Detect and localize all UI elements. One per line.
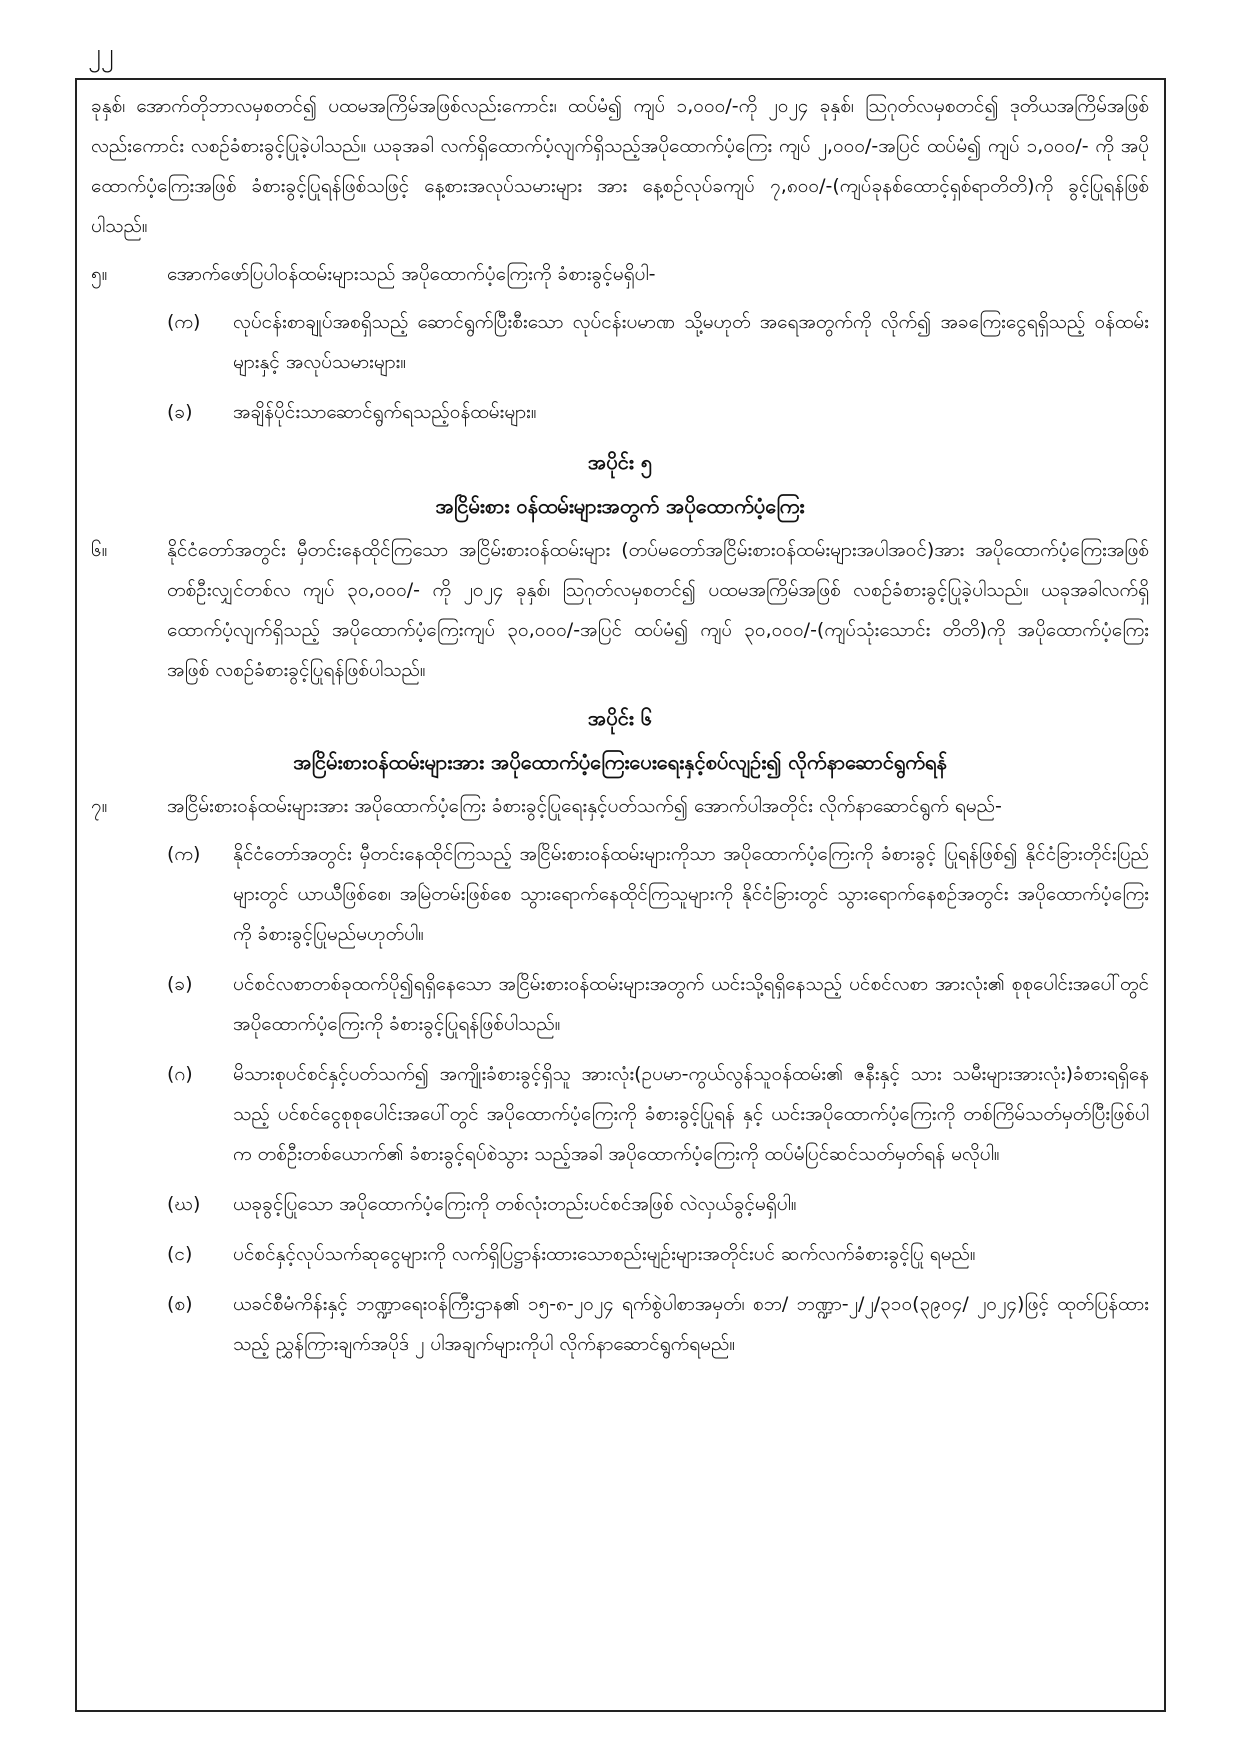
part-6-subheading: အငြိမ်းစားဝန်ထမ်းများအား အပိုထောက်ပံ့ကြေးပေးရေးနှင့်စပ်လျဉ်း၍ လိုက်နာဆောင်ရွက်ရန် [293, 750, 947, 774]
section-6-text: နိုင်ငံတော်အတွင်း မှီတင်းနေထိုင်ကြသော အငြိမ်းစားဝန်ထမ်းများ (တပ်မတော်အငြိမ်းစားဝန်ထမ်းများအပါအဝင်)အား အပိုထောက်ပံ့ကြေးအဖြစ် တစ်ဦးလျှင်တစ်လ ကျပ် ၃၀,၀၀၀/- ကို ၂၀၂၄ ခုနှစ်၊ ဩဂုတ်လမှစတင်၍ ပထမအကြိမ်အဖြစ် လစဉ်ခံစားခွင့်ပြုခဲ့ပါသည်။ ယခုအခါလက်ရှိထောက်ပံ့လျက်ရှိသည့် အပိုထောက်ပံ့ကြေးကျပ် ၃၀,၀၀၀/-အပြင် ထပ်မံ၍ ကျပ် ၃၀,၀၀၀/-(ကျပ်သုံးသောင်း တိတိ)ကို အပိုထောက်ပံ့ကြေးအဖြစ် လစဉ်ခံစားခွင့်ပြုရန်ဖြစ်ပါသည်။ [167, 539, 1149, 681]
intro-paragraph: ခုနှစ်၊ အောက်တိုဘာလမှစတင်၍ ပထမအကြိမ်အဖြစ်လည်းကောင်း၊ ထပ်မံ၍ ကျပ် ၁,၀၀၀/-ကို ၂၀၂၄ ခုနှစ်၊ ဩဂုတ်လမှစတင်၍ ဒုတိယအကြိမ်အဖြစ်လည်းကောင်း လစဉ်ခံစားခွင့်ပြုခဲ့ပါသည်။ ယခုအခါ လက်ရှိထောက်ပံ့လျက်ရှိသည့်အပိုထောက်ပံ့ကြေး ကျပ် ၂,၀၀၀/-အပြင် ထပ်မံ၍ ကျပ် ၁,၀၀၀/- ကို အပိုထောက်ပံ့ကြေးအဖြစ် ခံစားခွင့်ပြုရန်ဖြစ်သဖြင့် နေ့စားအလုပ်သမားများ အား နေ့စဉ်လုပ်ခကျပ် ၇,၈၀၀/-(ကျပ်ခုနစ်ထောင့်ရှစ်ရာတိတိ)ကို ခွင့်ပြုရန်ဖြစ်ပါသည်။ [91, 95, 1149, 237]
section-5-text: အောက်ဖော်ပြပါဝန်ထမ်းများသည် အပိုထောက်ပံ့ကြေးကို ခံစားခွင့်မရှိပါ- [167, 263, 656, 285]
section-7-text: အငြိမ်းစားဝန်ထမ်းများအား အပိုထောက်ပံ့ကြေး ခံစားခွင့်ပြုရေးနှင့်ပတ်သက်၍ အောက်ပါအတိုင်း လိုက်နာဆောင်ရွက် ရမည်- [167, 795, 1002, 817]
section-7-item [91, 834, 1149, 954]
section-7-item [91, 1054, 1149, 1174]
part-5-subheading: အငြိမ်းစား ဝန်ထမ်းများအတွက် အပိုထောက်ပံ့ကြေး [435, 494, 805, 518]
section-7-number: ၇။ [91, 795, 108, 817]
item-text: ယခုခွင့်ပြုသော အပိုထောက်ပံ့ကြေးကို တစ်လုံးတည်းပင်စင်အဖြစ် လဲလှယ်ခွင့်မရှိပါ။ [233, 1193, 797, 1215]
item-label: (က) [167, 843, 201, 865]
item-label: (ခ) [167, 401, 193, 423]
section-5-number: ၅။ [91, 263, 108, 285]
part-6-heading: အပိုင်း ၆ [587, 706, 653, 730]
item-text: အချိန်ပိုင်းသာဆောင်ရွက်ရသည့်ဝန်ထမ်းများ။ [233, 401, 537, 423]
section-7-item [91, 1284, 1149, 1364]
section-5-item [91, 302, 1149, 382]
item-text: မိသားစုပင်စင်နှင့်ပတ်သက်၍ အကျိုးခံစားခွင့်ရှိသူ အားလုံး(ဥပမာ-ကွယ်လွန်သူဝန်ထမ်း၏ ဇနီးနှင့် သား သမီးများအားလုံး)ခံစားရရှိနေသည့် ပင်စင်ငွေစုစုပေါင်းအပေါ်တွင် အပိုထောက်ပံ့ကြေးကို ခံစားခွင့်ပြုရန် နှင့် ယင်းအပိုထောက်ပံ့ကြေးကို တစ်ကြိမ်သတ်မှတ်ပြီးဖြစ်ပါက တစ်ဦးတစ်ယောက်၏ ခံစားခွင့်ရပ်စဲသွား သည့်အခါ အပိုထောက်ပံ့ကြေးကို ထပ်မံပြင်ဆင်သတ်မှတ်ရန် မလိုပါ။ [233, 1063, 1149, 1165]
section-7-item [91, 1184, 1149, 1224]
document-body [91, 86, 1149, 1374]
item-text: ပင်စင်နှင့်လုပ်သက်ဆုငွေများကို လက်ရှိပြဋ္ဌာန်းထားသောစည်းမျဉ်းများအတိုင်းပင် ဆက်လက်ခံစားခွင့်ပြု ရမည်။ [233, 1243, 976, 1265]
item-text: ယခင်စီမံကိန်းနှင့် ဘဏ္ဍာရေးဝန်ကြီးဌာန၏ ၁၅-၈-၂၀၂၄ ရက်စွဲပါစာအမှတ်၊ စဘ/ ဘဏ္ဍာ-၂/၂/၃၁၀(၃၉၀၄/ ၂၀၂၄)ဖြင့် ထုတ်ပြန်ထားသည့် ညွှန်ကြားချက်အပိုဒ် ၂ ပါအချက်များကိုပါ လိုက်နာဆောင်ရွက်ရမည်။ [233, 1293, 1149, 1355]
item-label: (စ) [167, 1293, 193, 1315]
section-5 [91, 254, 1149, 294]
section-7 [91, 786, 1149, 826]
item-label: (ဂ) [167, 1063, 193, 1085]
section-7-item [91, 1234, 1149, 1274]
item-label: (င) [167, 1243, 193, 1265]
part-5-heading: အပိုင်း ၅ [587, 450, 653, 474]
item-text: လုပ်ငန်းစာချုပ်အစရှိသည့် ဆောင်ရွက်ပြီးစီးသော လုပ်ငန်းပမာဏ သို့မဟုတ် အရေအတွက်ကို လိုက်၍ အခကြေးငွေရရှိသည့် ဝန်ထမ်းများနှင့် အလုပ်သမားများ။ [233, 311, 1149, 373]
section-6 [91, 530, 1149, 690]
page-number: ၂၂ [88, 38, 114, 68]
item-label: (ဃ) [167, 1193, 201, 1215]
section-5-item [91, 392, 1149, 432]
item-text: နိုင်ငံတော်အတွင်း မှီတင်းနေထိုင်ကြသည့် အငြိမ်းစားဝန်ထမ်းများကိုသာ အပိုထောက်ပံ့ကြေးကို ခံစားခွင့် ပြုရန်ဖြစ်၍ နိုင်ငံခြားတိုင်းပြည်များတွင် ယာယီဖြစ်စေ၊ အမြဲတမ်းဖြစ်စေ သွားရောက်နေထိုင်ကြသူများကို နိုင်ငံခြားတွင် သွားရောက်နေစဉ်အတွင်း အပိုထောက်ပံ့ကြေးကို ခံစားခွင့်ပြုမည်မဟုတ်ပါ။ [233, 843, 1149, 945]
section-6-number: ၆။ [91, 539, 108, 561]
item-text: ပင်စင်လစာတစ်ခုထက်ပို၍ရရှိနေသော အငြိမ်းစားဝန်ထမ်းများအတွက် ယင်းသို့ရရှိနေသည့် ပင်စင်လစာ အားလုံး၏ စုစုပေါင်းအပေါ်တွင် အပိုထောက်ပံ့ကြေးကို ခံစားခွင့်ပြုရန်ဖြစ်ပါသည်။ [233, 973, 1149, 1035]
item-label: (ခ) [167, 973, 193, 995]
item-label: (က) [167, 311, 201, 333]
section-7-item [91, 964, 1149, 1044]
